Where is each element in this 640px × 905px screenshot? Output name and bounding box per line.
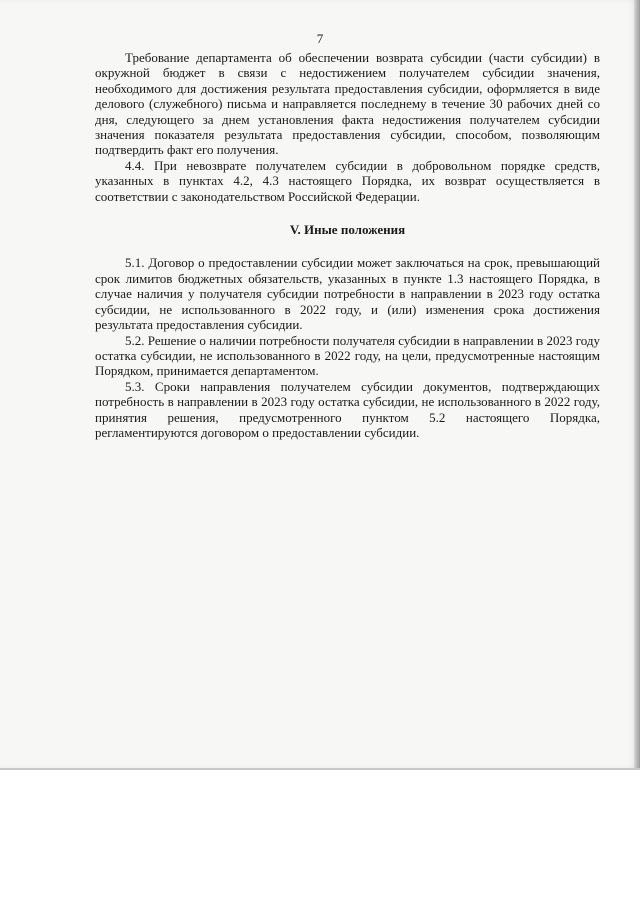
page-number: 7 <box>316 31 324 46</box>
paragraph-5-3: 5.3. Сроки направления получателем субсидии документов, подтверждающих потребность в направлении в 2023 году остатка субсидии, не использованного в 2022 году, принятия решения, предусмотренного пунктом 5.2 настоящего Порядка, регламентируются договором о предоставлении субсидии. <box>95 378 600 440</box>
paragraph-refund-requirement: Требование департамента об обеспечении возврата субсидии (части субсидии) в окружной бюджет в связи с недостижением получателем субсидии значения, необходимого для достижения результата предоставления субсидии, оформляется в виде делового (служебного) письма и направляется последнему в течение 30 рабочих дней со дня, следующего за днем установления факта недостижения получателем субсидии значения показателя результата предоставления субсидии, способом, позволяющим подтвердить факт его получения. <box>95 50 600 158</box>
document-body <box>95 50 600 440</box>
paragraph-5-2: 5.2. Решение о наличии потребности получателя субсидии в направлении в 2023 году остатка субсидии, не использованного в 2022 году, на цели, предусмотренные настоящим Порядком, принимается департаментом. <box>95 332 600 379</box>
paragraph-4-4: 4.4. При невозврате получателем субсидии в добровольном порядке средств, указанных в пунктах 4.2, 4.3 настоящего Порядка, их возврат осуществляется в соответствии с законодательством Российской Федерации. <box>95 157 600 204</box>
section-title: V. Иные положения <box>289 222 406 238</box>
paragraph-5-1: 5.1. Договор о предоставлении субсидии может заключаться на срок, превышающий срок лимитов бюджетных обязательств, указанных в пункте 1.3 настоящего Порядка, в случае наличия у получателя субсидии потребности в направлении в 2023 году остатка субсидии, не использованного в 2022 году, и (или) изменения срока достижения результата предоставления субсидии. <box>95 255 600 333</box>
blank-area <box>0 770 640 905</box>
page-edge-shadow <box>634 0 640 768</box>
